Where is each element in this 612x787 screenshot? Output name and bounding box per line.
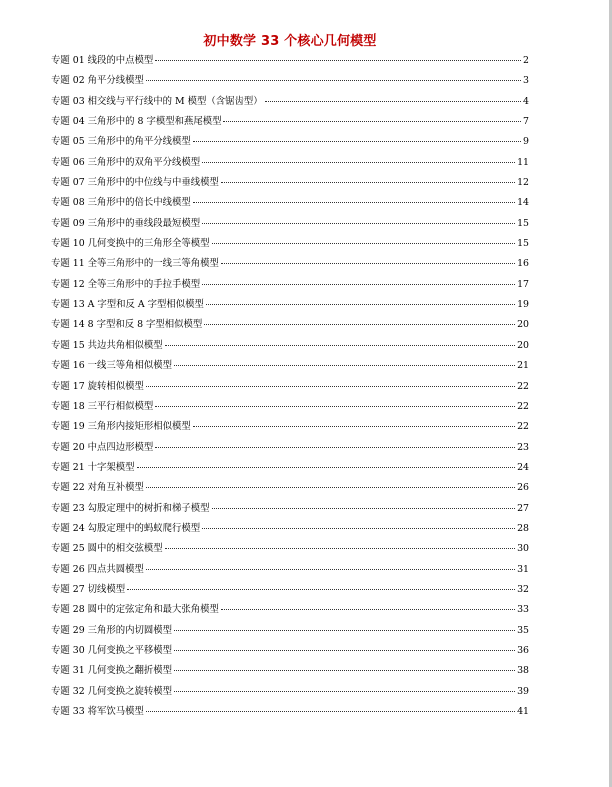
toc-entry-page-number: 2 — [523, 55, 529, 66]
toc-entry-page-number: 4 — [523, 95, 529, 107]
toc-entry-label: 专题 12 全等三角形中的手拉手模型 — [51, 278, 201, 290]
toc-entry[interactable] — [51, 479, 529, 499]
toc-entry-label: 专题 30 几何变换之平移模型 — [51, 644, 173, 656]
toc-entry-page-number: 20 — [517, 319, 529, 331]
toc-entry[interactable] — [51, 662, 529, 682]
toc-entry-page-number: 30 — [517, 543, 529, 555]
toc-entry-page-number: 32 — [517, 583, 529, 595]
toc-entry-page-number: 35 — [517, 624, 529, 636]
toc-dot-leader — [127, 589, 515, 590]
toc-entry-label: 专题 33 将军饮马模型 — [51, 706, 144, 717]
toc-dot-leader — [155, 406, 515, 407]
toc-dot-leader — [193, 202, 515, 203]
toc-entry[interactable] — [51, 194, 529, 214]
toc-dot-leader — [202, 223, 515, 224]
toc-entry-page-number: 41 — [517, 706, 529, 717]
toc-entry-page-number: 19 — [517, 299, 529, 311]
toc-entry[interactable] — [51, 520, 529, 540]
toc-entry-label: 专题 04 三角形中的 8 字模型和燕尾模型 — [51, 116, 222, 128]
toc-entry-label: 专题 03 相交线与平行线中的 M 模型（含锯齿型） — [51, 95, 263, 107]
toc-entry-label: 专题 22 对角互补模型 — [51, 482, 144, 494]
toc-entry-label: 专题 09 三角形中的垂线段最短模型 — [51, 217, 201, 229]
toc-entry[interactable] — [51, 235, 529, 255]
toc-entry-label: 专题 11 全等三角形中的一线三等角模型 — [51, 258, 219, 270]
toc-entry[interactable] — [51, 255, 529, 275]
toc-entry-page-number: 31 — [517, 563, 529, 575]
toc-entry[interactable] — [51, 398, 529, 418]
toc-dot-leader — [212, 243, 516, 244]
toc-entry-label: 专题 14 8 字型和反 8 字型相似模型 — [51, 319, 203, 331]
toc-dot-leader — [146, 487, 515, 488]
toc-entry-label: 专题 08 三角形中的倍长中线模型 — [51, 197, 191, 209]
toc-entry-page-number: 22 — [517, 400, 529, 412]
toc-entry-page-number: 23 — [517, 441, 529, 453]
toc-dot-leader — [204, 324, 515, 325]
toc-entry-label: 专题 31 几何变换之翻折模型 — [51, 665, 173, 677]
toc-dot-leader — [155, 447, 515, 448]
toc-dot-leader — [221, 263, 515, 264]
toc-entry-page-number: 22 — [517, 380, 529, 392]
toc-entry[interactable] — [51, 113, 529, 133]
toc-entry-label: 专题 05 三角形中的角平分线模型 — [51, 136, 191, 148]
toc-entry-page-number: 39 — [517, 685, 529, 697]
toc-entry[interactable] — [51, 357, 529, 377]
toc-entry-label: 专题 25 圆中的相交弦模型 — [51, 543, 163, 555]
toc-dot-leader — [202, 284, 515, 285]
toc-dot-leader — [174, 691, 515, 692]
toc-entry-page-number: 24 — [517, 461, 529, 473]
toc-entry[interactable] — [51, 72, 529, 92]
toc-entry-page-number: 16 — [517, 258, 529, 270]
toc-entry[interactable] — [51, 540, 529, 560]
toc-entry-page-number: 7 — [523, 116, 529, 128]
toc-entry[interactable] — [51, 296, 529, 316]
table-of-contents — [51, 52, 529, 723]
toc-entry-page-number: 27 — [517, 502, 529, 514]
toc-entry-label: 专题 19 三角形内接矩形相似模型 — [51, 421, 191, 433]
toc-dot-leader — [146, 386, 515, 387]
toc-entry-page-number: 26 — [517, 482, 529, 494]
toc-entry[interactable] — [51, 174, 529, 194]
toc-entry[interactable] — [51, 378, 529, 398]
toc-dot-leader — [221, 609, 515, 610]
toc-entry-label: 专题 24 勾股定理中的蚂蚁爬行模型 — [51, 522, 201, 534]
toc-entry[interactable] — [51, 642, 529, 662]
toc-dot-leader — [265, 101, 521, 102]
toc-entry-label: 专题 02 角平分线模型 — [51, 75, 144, 87]
toc-dot-leader — [212, 508, 516, 509]
toc-dot-leader — [146, 569, 515, 570]
toc-entry[interactable] — [51, 276, 529, 296]
toc-entry-page-number: 3 — [523, 75, 529, 87]
toc-entry[interactable] — [51, 561, 529, 581]
toc-entry[interactable] — [51, 439, 529, 459]
toc-entry[interactable] — [51, 601, 529, 621]
toc-entry[interactable] — [51, 93, 529, 113]
toc-dot-leader — [155, 60, 521, 61]
toc-entry[interactable] — [51, 418, 529, 438]
document-title: 初中数学 33 个核心几何模型 — [203, 34, 377, 49]
toc-entry[interactable] — [51, 500, 529, 520]
toc-entry[interactable] — [51, 622, 529, 642]
toc-dot-leader — [174, 650, 515, 651]
toc-entry[interactable] — [51, 215, 529, 235]
toc-entry-page-number: 11 — [517, 156, 529, 168]
toc-entry[interactable] — [51, 52, 529, 72]
toc-entry[interactable] — [51, 133, 529, 153]
toc-entry-page-number: 15 — [517, 217, 529, 229]
toc-entry-page-number: 21 — [517, 360, 529, 372]
toc-entry-label: 专题 16 一线三等角相似模型 — [51, 360, 173, 372]
toc-dot-leader — [193, 426, 515, 427]
toc-entry[interactable] — [51, 581, 529, 601]
toc-entry-label: 专题 18 三平行相似模型 — [51, 400, 154, 412]
toc-entry-label: 专题 01 线段的中点模型 — [51, 55, 154, 66]
toc-dot-leader — [202, 162, 515, 163]
toc-dot-leader — [137, 467, 516, 468]
toc-entry[interactable] — [51, 154, 529, 174]
toc-entry-label: 专题 23 勾股定理中的树折和梯子模型 — [51, 502, 210, 514]
toc-entry-label: 专题 28 圆中的定弦定角和最大张角模型 — [51, 604, 219, 616]
toc-entry-page-number: 9 — [523, 136, 529, 148]
toc-dot-leader — [174, 365, 515, 366]
toc-entry-label: 专题 21 十字架模型 — [51, 461, 135, 473]
toc-entry[interactable] — [51, 683, 529, 703]
toc-entry-label: 专题 26 四点共圆模型 — [51, 563, 144, 575]
toc-dot-leader — [146, 80, 521, 81]
toc-dot-leader — [174, 670, 515, 671]
toc-entry-page-number: 15 — [517, 238, 529, 250]
toc-dot-leader — [221, 182, 515, 183]
toc-entry-label: 专题 07 三角形中的中位线与中垂线模型 — [51, 177, 219, 189]
toc-entry-page-number: 20 — [517, 339, 529, 351]
toc-entry-label: 专题 10 几何变换中的三角形全等模型 — [51, 238, 210, 250]
toc-dot-leader — [165, 548, 515, 549]
toc-entry-label: 专题 06 三角形中的双角平分线模型 — [51, 156, 201, 168]
toc-entry-page-number: 33 — [517, 604, 529, 616]
toc-entry-label: 专题 29 三角形的内切圆模型 — [51, 624, 173, 636]
toc-entry[interactable] — [51, 316, 529, 336]
toc-entry-label: 专题 20 中点四边形模型 — [51, 441, 154, 453]
toc-dot-leader — [202, 528, 515, 529]
toc-entry-label: 专题 27 切线模型 — [51, 583, 126, 595]
toc-entry-page-number: 28 — [517, 522, 529, 534]
toc-entry-page-number: 38 — [517, 665, 529, 677]
toc-entry-page-number: 14 — [517, 197, 529, 209]
toc-dot-leader — [206, 304, 515, 305]
toc-dot-leader — [165, 345, 515, 346]
toc-entry-page-number: 17 — [517, 278, 529, 290]
toc-entry[interactable] — [51, 703, 529, 723]
toc-dot-leader — [174, 630, 515, 631]
toc-entry-label: 专题 32 几何变换之旋转模型 — [51, 685, 173, 697]
toc-entry[interactable] — [51, 459, 529, 479]
toc-entry-page-number: 36 — [517, 644, 529, 656]
toc-entry-label: 专题 15 共边共角相似模型 — [51, 339, 163, 351]
toc-dot-leader — [146, 711, 515, 712]
toc-entry-page-number: 12 — [517, 177, 529, 189]
toc-entry-label: 专题 13 A 字型和反 A 字型相似模型 — [51, 299, 204, 311]
toc-entry-page-number: 22 — [517, 421, 529, 433]
toc-dot-leader — [193, 141, 521, 142]
toc-entry[interactable] — [51, 337, 529, 357]
toc-dot-leader — [223, 121, 521, 122]
toc-entry-label: 专题 17 旋转相似模型 — [51, 380, 144, 392]
